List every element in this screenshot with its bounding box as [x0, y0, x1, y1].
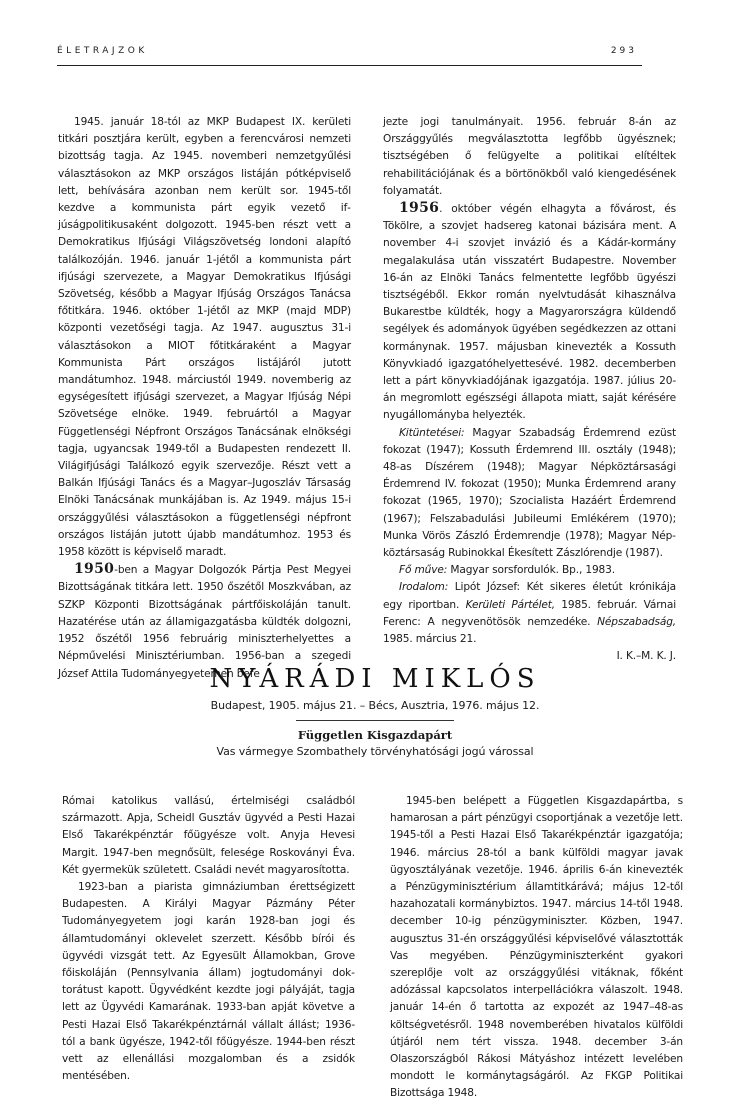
awards-text: Magyar Szabadság Érdemrend ezüst fokozat (1947); Kossuth Érdemrend III. osztály (1948); 48-as Díszérem (1948); Magyar Népköztársasági Érdemrend IV. fokozat (1950); Munka Érdemrend arany fokozat (1965, 1970); Szocialista Hazáért Érdemrend (1967); Felszabadulási Jubileumi Emlékérem (1970); Munka Vörös Zászló Érdemrendje (1978); Magyar Népköztársaság Rubinokkal Ékesített Zászlórendje (1987). — [383, 426, 676, 560]
awards-paragraph — [383, 425, 676, 563]
paragraph-text: . október végén elhagyta a fővárost, és Tökölre, a szovjet hadsereg katonai bázisára ment. A november 4-i szovjet invázió és a Kádár-kormány megalakulása után visszatért Budapestre. November 16-án az Elnöki Tanács felmentette legfőbb ügyészi tisztségéből. Ekkor román nyelvtudását kihasználva Bukarestbe küldték, hogy a Magyarországra küldendő segélyek és adományok ügyében segédkezzen az ottani kormánynak. 1957. májusban kinevezték a Kossuth Könyvkiadó igazgatóhelyettesévé. 1982. decemberben lett a párt könyvkiadójának igazgatója. 1987. július 20-án megromlott egészségi állapota miatt, saját kérésére nyugállományba helyezték. — [383, 203, 676, 422]
paragraph: jezte jogi tanulmányait. 1956. február 8-án az Országgyűlés megválasztotta legfőbb ügyésznek; tisztségében ő felügyelte a politikai elítéltek rehabilitációjának és a börtönökből való kiengedésének folyamatát. — [383, 116, 676, 197]
literature-paragraph — [383, 579, 676, 648]
literature-text: Lipót József: Két sikeres életút krónikája egy riportban. — [383, 581, 676, 611]
literature-text: 1985. február. Várnai Ferenc: A negyvenötösök nemzedéke. — [383, 598, 676, 628]
paragraph — [383, 200, 676, 425]
entry-district: Vas vármegye Szombathely törvényhatósági jogú várossal — [216, 745, 534, 758]
top-right-column — [383, 114, 676, 666]
header-rule — [57, 65, 642, 66]
main-work-label: Fő műve: — [399, 564, 448, 577]
literature-source: Kerületi Pártélet, — [465, 598, 555, 611]
running-head: ÉLETRAJZOK — [57, 46, 148, 56]
literature-text: 1985. március 21. — [383, 633, 477, 646]
paragraph: 1923-ban a piarista gimnáziumban érettségizett Budapesten. A Királyi Magyar Pázmány Péter Tudományegyetem jogi karán 1928-ban jogi és államtudományi oklevelet szerzett. Később bírói és ügyvédi vizsgát tett. Az Egyesült Államokban, Grove főiskoláján (Pennsylvania állam) jogtudományi doktorátust kapott. Ügyvédként kezdte jogi pályáját, tagja lett az Ügyvédi Kamarának. 1933-ban apját követve a Pesti Hazai Első Takarékpénztárnál vállalt állást; 1936-tól a bank ügyésze, 1942-től főügyésze. 1944-ben részt vett az ellenállási mozgalomban és a zsidók mentésében. — [62, 881, 355, 1083]
paragraph: 1945. január 18-tól az MKP Budapest IX. kerületi titkári posztjára került, egyben a ferencvárosi nemzeti bizottság tagja. Az 1945. novemberi nemzetgyűlési választásokon az MKP országos listáján pótképviselő lett, behívására azonban nem került sor. 1945-től kezdve a kommunista párt egyik vezető ifjúságpolitikusaként dolgozott. 1945-ben részt vett a Demokratikus Ifjúsági Világszövetség londoni alapító találkozóján. 1946. január 1-jétől a kommunista párt ifjúsági szervezete, a Magyar Demokratikus Ifjúsági Szövetség, később a Magyar Ifjúság Országos Tanácsa főtitkára. 1946. október 1-jétől az MKP (majd MDP) központi vezetőségi tagja. Az 1947. augusztus 31-i választásokon a MIOT főtitkáraként a Magyar Kommunista Párt országos listájáról jutott mandátumhoz. 1948. márciustól 1949. novemberig az egységesített ifjúsági szervezet, a Magyar Ifjúság Népi Szövetsége elnöke. 1949. februártól a Magyar Függetlenségi Népfront Országos Tanácsának elnökségi tagja, ugyancsak 1949-től a Budapesten rendezett II. Világifjúsági Találkozó egyik szervezője. Részt vett a Balkán Ifjúsági Tanács és a Magyar–Jugoszláv Társaság Elnöki Tanácsának munkájában is. Az 1949. május 15-i országgyűlési választásokon a függetlenségi népfront országos listáján jutott újabb mandátumhoz. 1953 és 1958 között is képviselő maradt. — [58, 116, 351, 559]
author-signature: I. K.–M. K. J. — [616, 650, 676, 663]
awards-label: Kitüntetései: — [399, 426, 465, 439]
entry-name: NYÁRÁDI MIKLÓS — [209, 664, 541, 694]
entry-header — [0, 664, 750, 760]
main-work-paragraph — [383, 562, 676, 579]
bottom-left-column — [62, 793, 355, 1085]
year-initial: 1956 — [399, 200, 440, 217]
literature-source: Népszabadság, — [597, 615, 676, 628]
paragraph-text: -ben a Magyar Dolgozók Pártja Pest Megyei Bizottságának titkára lett. 1950 őszétől Moszkvában, az SZKP Központi Bizottságának pártfőiskoláján tanult. Hazatérése után az államigazgatásba küldték dolgozni, 1952 őszétől 1956 februárig miniszterhelyettes a Népművelési Minisztériumban. 1956-ban a szegedi József Attila Tudományegyetemen befe — [58, 564, 351, 680]
entry-dates: Budapest, 1905. május 21. – Bécs, Ausztria, 1976. május 12. — [210, 699, 540, 712]
bottom-right-column — [390, 793, 683, 1103]
top-left-column — [58, 114, 351, 683]
literature-label: Irodalom: — [399, 581, 449, 594]
year-initial: 1950 — [74, 561, 115, 578]
page-number: 293 — [610, 46, 637, 56]
main-work-text: Magyar sorsfordulók. Bp., 1983. — [447, 564, 615, 577]
entry-party: Független Kisgazdapárt — [297, 728, 453, 742]
entry-divider — [296, 720, 454, 721]
paragraph: 1945-ben belépett a Független Kisgazdapártba, s hamarosan a párt pénzügyi csoportjának a vezetője lett. 1945-től a Pesti Hazai Első Takarékpénztár igazgatója; 1946. március 28-tól a bank külföldi magyar javak ügyosztályának vezetője. 1946. április 6-án kinevezték a Pénzügyminisztérium államtitkárává; május 12-től hazahozatali kormánybiztos. 1947. március 14-től 1948. december 10-ig pénzügyminiszter. Közben, 1947. augusztus 31-én országgyűlési képviselővé választották Vas megyében. Pénzügyminiszterként gyakori szereplője volt az országgyűlési vitáknak, főként adózással kapcsolatos interpellációkra válaszolt. 1948. január 14-én ő tartotta az expozét az 1947–48-as költségvetésről. 1948 novemberében hivatalos külföldi útjáról nem tért vissza. 1948. december 3-án Olaszországból Rákosi Mátyáshoz intézett levelében mondott le kormánytagságáról. Az FKGP Politikai Bizottsága 1948. — [390, 795, 683, 1100]
paragraph: Római katolikus vallású, értelmiségi családból származott. Apja, Scheidl Gusztáv ügyvéd a Pesti Hazai Első Takarékpénztár főügyésze volt. Anyja Hevesi Margit. 1947-ben megnősült, felesége Roskoványi Éva. Két gyermekük született. Családi nevét magyarosította. — [62, 795, 355, 876]
